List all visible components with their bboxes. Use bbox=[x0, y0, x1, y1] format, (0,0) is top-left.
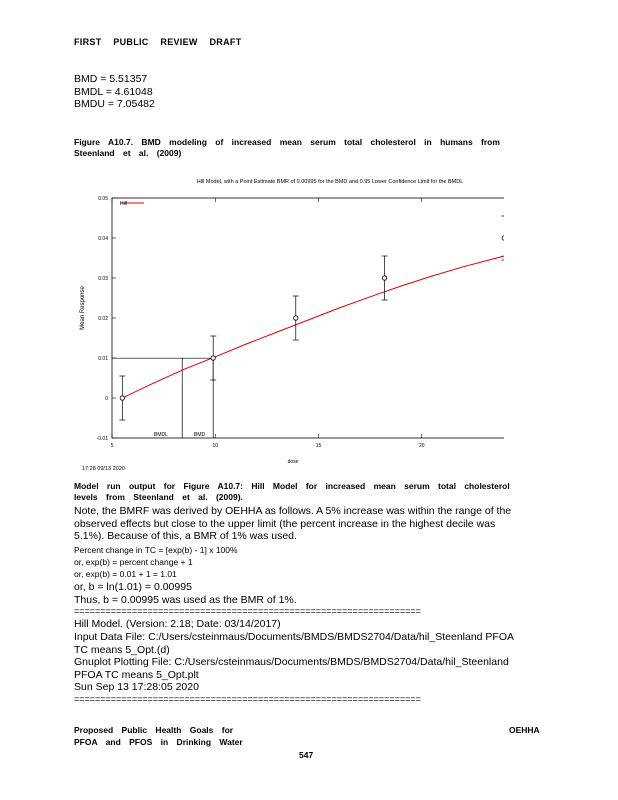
y-tick-label: -0.01 bbox=[96, 436, 108, 442]
x-tick-label: 20 bbox=[418, 443, 425, 449]
output-caption-line2: levels from Steenland et al. (2009). bbox=[74, 492, 243, 502]
bmd-lines bbox=[112, 358, 213, 438]
hill-model-curve bbox=[122, 256, 504, 398]
y-tick-label: 0.04 bbox=[98, 236, 108, 242]
plot-frame bbox=[112, 198, 504, 438]
separator-top: ================================================================== bbox=[74, 606, 421, 616]
result-line-1: or, b = ln(1.01) = 0.00995 bbox=[74, 581, 192, 593]
y-axis bbox=[97, 196, 504, 442]
separator-bottom: ================================================================== bbox=[74, 694, 421, 704]
equation-line-1: Percent change in TC = [exp(b) - 1] x 100% bbox=[74, 545, 238, 555]
note-line-3: 5.1%). Because of this, a BMR of 1% was used. bbox=[74, 530, 297, 542]
output-line-5: PFOA TC means 5_Opt.plt bbox=[74, 668, 199, 681]
data-point bbox=[382, 276, 386, 280]
figure-caption-line2: Steenland et al. (2009) bbox=[74, 148, 182, 158]
bmdu-value: BMDU = 7.05482 bbox=[74, 98, 155, 110]
y-axis-label: Mean Response bbox=[80, 286, 86, 330]
bmd-annotation: BMD bbox=[194, 432, 206, 438]
y-tick-label: 0.02 bbox=[98, 316, 108, 322]
y-tick-label: 0.01 bbox=[98, 356, 108, 362]
draft-header: FIRST PUBLIC REVIEW DRAFT bbox=[74, 37, 242, 47]
output-line-4: Gnuplot Plotting File: C:/Users/csteinmaus/Documents/BMDS/BMDS2704/Data/hil_Steenland bbox=[74, 656, 509, 668]
x-axis-label: dose bbox=[287, 459, 299, 465]
page-number: 547 bbox=[299, 750, 314, 760]
x-tick-label: 15 bbox=[315, 443, 322, 449]
chart-title: Hill Model, with a Point Estimate BMR of 0.00995 for the BMD and 0.95 Lower Confidence Limit for the BMDL bbox=[196, 179, 464, 185]
result-line-2: Thus, b = 0.00995 was used as the BMR of 1%. bbox=[74, 594, 297, 606]
output-line-6: Sun Sep 13 17:28:05 2020 bbox=[74, 681, 199, 693]
y-tick-label: 0.05 bbox=[98, 196, 108, 202]
hill-model-chart bbox=[74, 176, 504, 476]
x-tick-label: 10 bbox=[212, 443, 219, 449]
y-tick-label: 0.03 bbox=[98, 276, 108, 282]
data-point bbox=[294, 316, 298, 320]
x-axis bbox=[111, 198, 425, 449]
footer-agency: OEHHA bbox=[509, 725, 540, 735]
bmdl-value: BMDL = 4.61048 bbox=[74, 85, 153, 98]
figure-caption-line1: Figure A10.7. BMD modeling of increased mean serum total cholesterol in humans from bbox=[74, 137, 500, 147]
output-caption-line1: Model run output for Figure A10.7: Hill Model for increased mean serum total cholesterol bbox=[74, 481, 510, 491]
data-point bbox=[211, 356, 215, 360]
output-line-1: Hill Model. (Version: 2.18; Date: 03/14/2017) bbox=[74, 618, 281, 630]
footer-left-line1: Proposed Public Health Goals for bbox=[74, 725, 234, 735]
note-line-2: observed effects but close to the upper limit (the percent increase in the highest decile was bbox=[74, 517, 496, 530]
footer-left-line2: PFOA and PFOS in Drinking Water bbox=[74, 737, 243, 747]
bmdl-annotation: BMDL bbox=[154, 432, 168, 438]
data-points bbox=[119, 216, 504, 420]
equation-line-3: or, exp(b) = 0.01 + 1 = 1.01 bbox=[74, 569, 177, 579]
bmd-value: BMD = 5.51357 bbox=[74, 73, 148, 85]
output-line-3: TC means 5_Opt.(d) bbox=[74, 643, 170, 656]
x-tick-label: 5 bbox=[110, 443, 114, 449]
chart-timestamp: 17:28 09/13 2020 bbox=[82, 466, 125, 472]
note-line-1: Note, the BMRF was derived by OEHHA as follows. A 5% increase was within the range of the bbox=[74, 505, 512, 517]
y-tick-label: 0 bbox=[105, 396, 108, 402]
legend-label-hill: Hill bbox=[120, 201, 127, 207]
equation-line-2: or, exp(b) = percent change + 1 bbox=[74, 557, 193, 567]
data-point bbox=[120, 396, 124, 400]
data-point bbox=[502, 236, 504, 240]
output-line-2: Input Data File: C:/Users/csteinmaus/Documents/BMDS/BMDS2704/Data/hil_Steenland PFOA bbox=[74, 631, 515, 643]
